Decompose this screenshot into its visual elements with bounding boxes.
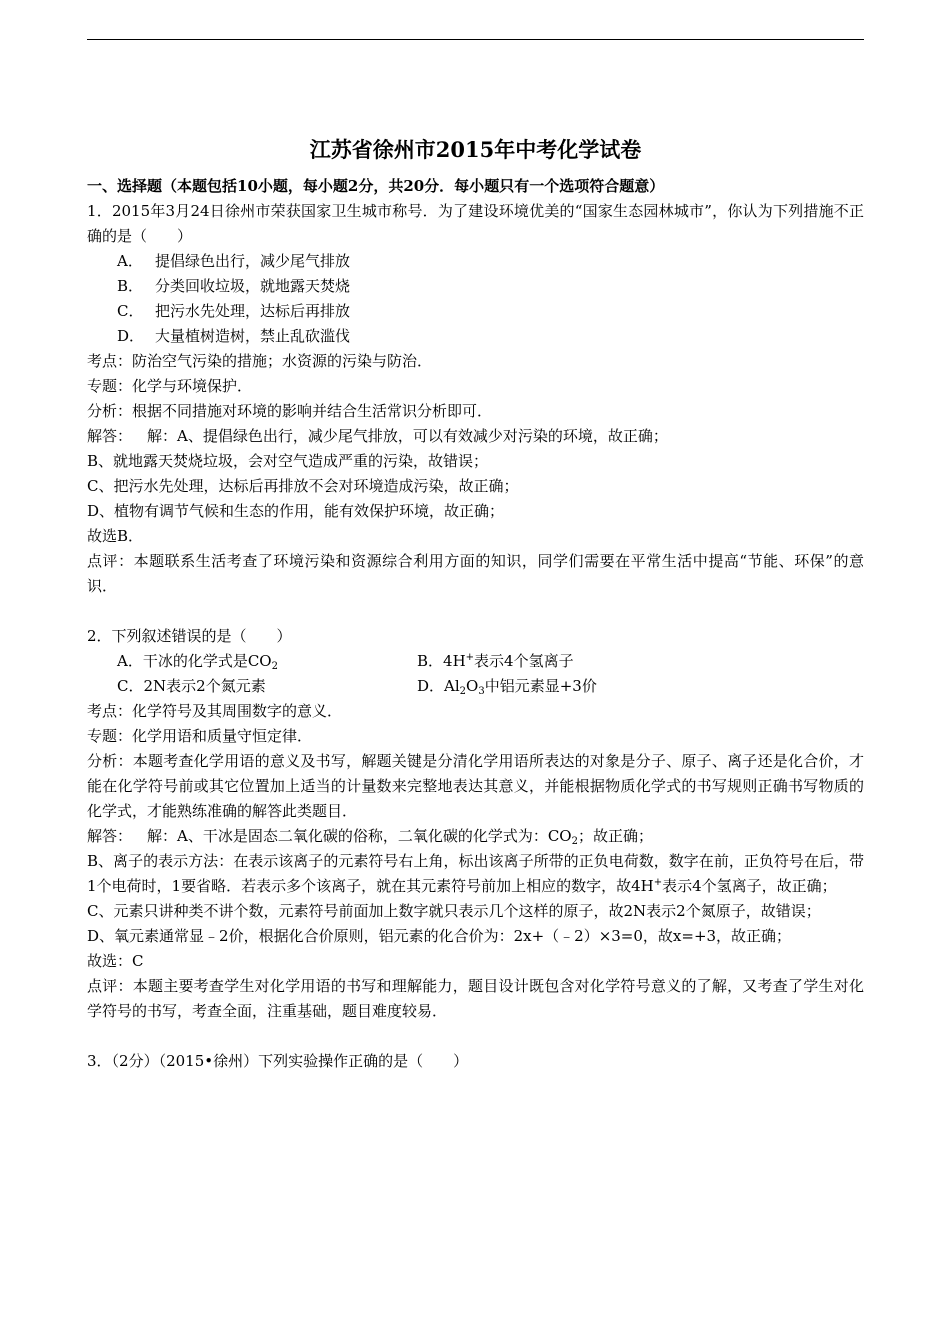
q1-fenxi: 分析：根据不同措施对环境的影响并结合生活常识分析即可． [87,402,493,420]
option-text: 大量植树造树，禁止乱砍滥伐 [155,327,351,345]
subscript: 2 [459,686,467,697]
q2-option-c: C．2N表示2个氮元素 [117,677,266,695]
q1-kaodian: 考点：防治空气污染的措施；水资源的污染与防治． [87,352,433,370]
q1-option-a [87,249,864,274]
option-text: 中铝元素显+3价 [484,677,597,695]
q2-analysis-c: C、元素只讲种类不讲个数，元素符号前面加上数字就只表示几个这样的原子，故2N表示2个氮原子，故错误； [87,902,821,920]
q2-dianping: 点评：本题主要考查学生对化学用语的书写和理解能力，题目设计既包含对化学符号意义的了解，又考查了学生对化学符号的书写，考查全面，注重基础，题目难度较易． [87,977,864,1020]
superscript: + [465,652,475,663]
q2-option-b [417,649,864,674]
q1-dianping: 点评：本题联系生活考查了环境污染和资源综合利用方面的知识，同学们需要在平常生活中提高“节能、环保”的意识． [87,552,864,595]
q1-analysis-d: D、植物有调节气候和生态的作用，能有效保护环境，故正确； [87,502,505,520]
option-text: 表示4个氢离子 [474,652,574,670]
option-text: 把污水先处理，达标后再排放 [155,302,351,320]
q2-option-a [87,649,417,674]
option-text: O [466,677,479,695]
spacer [87,599,864,624]
q2-analysis-d: D、氧元素通常显﹣2价，根据化合价原则，铝元素的化合价为：2x+（﹣2）×3=0，故x=+3，故正确； [87,927,792,945]
q1-option-c [87,299,864,324]
subscript: 2 [571,836,578,847]
page-title: 江苏省徐州市2015年中考化学试卷 [309,137,642,162]
option-label: A． [117,252,143,270]
spacer [87,1024,864,1049]
q1-answer: 故选B． [87,527,144,545]
q1-analysis-c: C、把污水先处理，达标后再排放不会对环境造成污染，故正确； [87,477,519,495]
q1-jieda [87,424,864,449]
q2-jieda [87,824,864,849]
q2-options-row-1 [87,649,864,674]
q2-option-d [417,674,864,699]
subscript: 2 [271,661,278,672]
q1-zhuanti: 专题：化学与环境保护． [87,377,253,395]
section-heading: 一、选择题（本题包括10小题，每小题2分，共20分．每小题只有一个选项符合题意） [87,177,665,195]
answer-label: 解答： [87,427,133,445]
header-rule [87,39,864,40]
option-label: D． [117,327,145,345]
option-text: B．4H [417,652,466,670]
option-text: 提倡绿色出行，减少尾气排放 [155,252,351,270]
option-label: B． [117,277,144,295]
superscript: + [653,877,663,888]
q2-analysis-b [87,849,864,899]
option-text: A．干冰的化学式是CO [117,652,272,670]
option-text: D．Al [417,677,460,695]
option-label: C． [117,302,144,320]
q1-option-d [87,324,864,349]
q2-fenxi: 分析：本题考查化学用语的意义及书写，解题关键是分清化学用语所表达的对象是分子、原子、离子还是化合价，才能在化学符号前或其它位置加上适当的计量数来完整地表达其意义，并能根据物质化学式的书写规则正确书写物质的化学式，才能熟练准确的解答此类题目． [87,752,864,820]
option-text: 分类回收垃圾，就地露天焚烧 [155,277,351,295]
q2-zhuanti: 专题：化学用语和质量守恒定律． [87,727,313,745]
analysis-text: 表示4个氢离子，故正确； [662,877,837,895]
q2-kaodian: 考点：化学符号及其周围数字的意义． [87,702,343,720]
q3-stem: 3．（2分）（2015•徐州）下列实验操作正确的是（ ） [87,1052,469,1070]
q2-options-row-2 [87,674,864,699]
q2-answer: 故选：C [87,952,144,970]
analysis-text: B、离子的表示方法：在表示该离子的元素符号右上角，标出该离子所带的正负电荷数，数字在前，正负符号在后，带1个电荷时，1要省略．若表示多个该离子，就在其元素符号前加上相应的数字，故4H [87,852,864,895]
subscript: 3 [478,686,485,697]
q1-analysis-b: B、就地露天焚烧垃圾，会对空气造成严重的污染，故错误； [87,452,489,470]
q1-stem: 1．2015年3月24日徐州市荣获国家卫生城市称号．为了建设环境优美的“国家生态园林城市”，你认为下列措施不正确的是（ ） [87,202,864,245]
answer-text: ；故正确； [578,827,654,845]
answer-text: 解：A、干冰是固态二氧化碳的俗称，二氧化碳的化学式为：CO [147,827,572,845]
document-body [87,126,864,1074]
q1-option-b [87,274,864,299]
answer-text: 解：A、提倡绿色出行，减少尾气排放，可以有效减少对污染的环境，故正确； [147,427,668,445]
q2-stem: 2．下列叙述错误的是（ ） [87,627,292,645]
answer-label: 解答： [87,827,133,845]
